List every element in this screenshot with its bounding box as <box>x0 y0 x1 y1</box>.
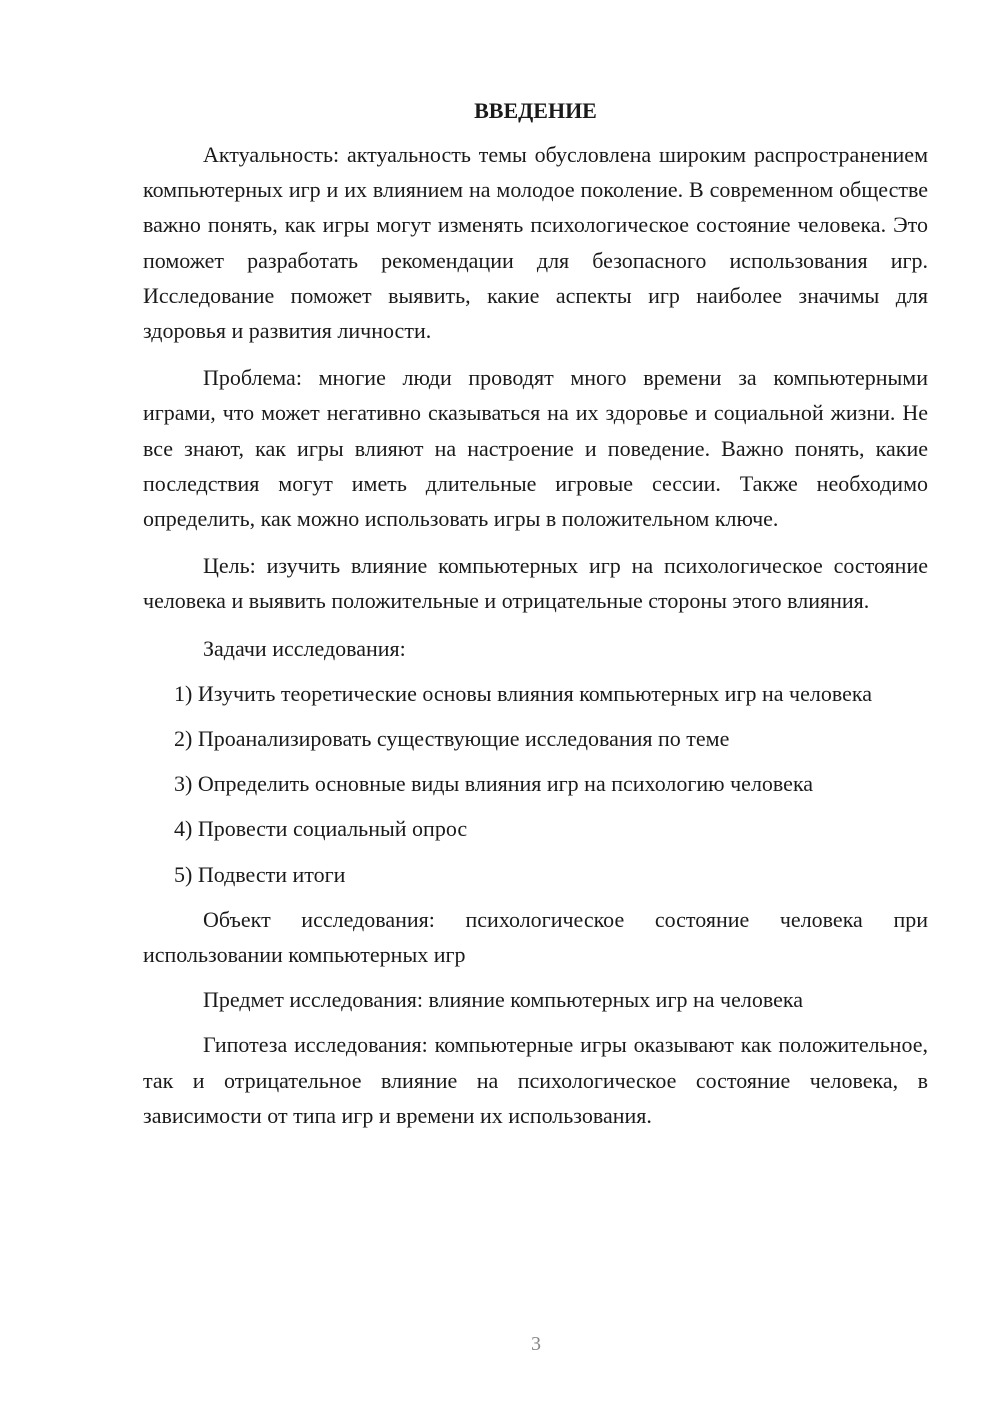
task-item-3: 3) Определить основные виды влияния игр на психологию человека <box>174 771 814 797</box>
page-number: 3 <box>531 1333 541 1355</box>
relevance-paragraph: Актуальность: актуальность темы обусловлена широким распространением компьютерных игр и их влиянием на молодое поколение. В современном обществе важно понять, как игры могут изменять психологическое состояние человека. Это поможет разработать рекомендации для безопасного использования игр. Исследование поможет выявить, какие аспекты игр наиболее значимы для здоровья и развития личности. <box>143 142 928 344</box>
hypothesis-paragraph: Гипотеза исследования: компьютерные игры оказывают как положительное, так и отрицательное влияние на психологическое состояние человека, в зависимости от типа игр и времени их использования. <box>143 1032 928 1128</box>
section-title: ВВЕДЕНИЕ <box>474 98 597 123</box>
goal-paragraph: Цель: изучить влияние компьютерных игр на психологическое состояние человека и выявить положительные и отрицательные стороны этого влияния. <box>143 553 928 614</box>
object-paragraph: Объект исследования: психологическое состояние человека при использовании компьютерных игр <box>143 906 928 968</box>
page-content <box>143 96 928 1145</box>
task-item-2: 2) Проанализировать существующие исследования по теме <box>174 726 730 752</box>
tasks-heading: Задачи исследования: <box>203 635 406 661</box>
task-item-4: 4) Провести социальный опрос <box>174 816 468 842</box>
subject-paragraph: Предмет исследования: влияние компьютерных игр на человека <box>203 987 803 1013</box>
problem-paragraph: Проблема: многие люди проводят много времени за компьютерными играми, что может негативно сказываться на их здоровье и социальной жизни. Не все знают, как игры влияют на настроение и поведение. Важно понять, какие последствия могут иметь длительные игровые сессии. Также необходимо определить, как можно использовать игры в положительном ключе. <box>143 365 928 532</box>
task-item-1: 1) Изучить теоретические основы влияния компьютерных игр на человека <box>174 680 872 706</box>
task-item-5: 5) Подвести итоги <box>174 861 346 887</box>
